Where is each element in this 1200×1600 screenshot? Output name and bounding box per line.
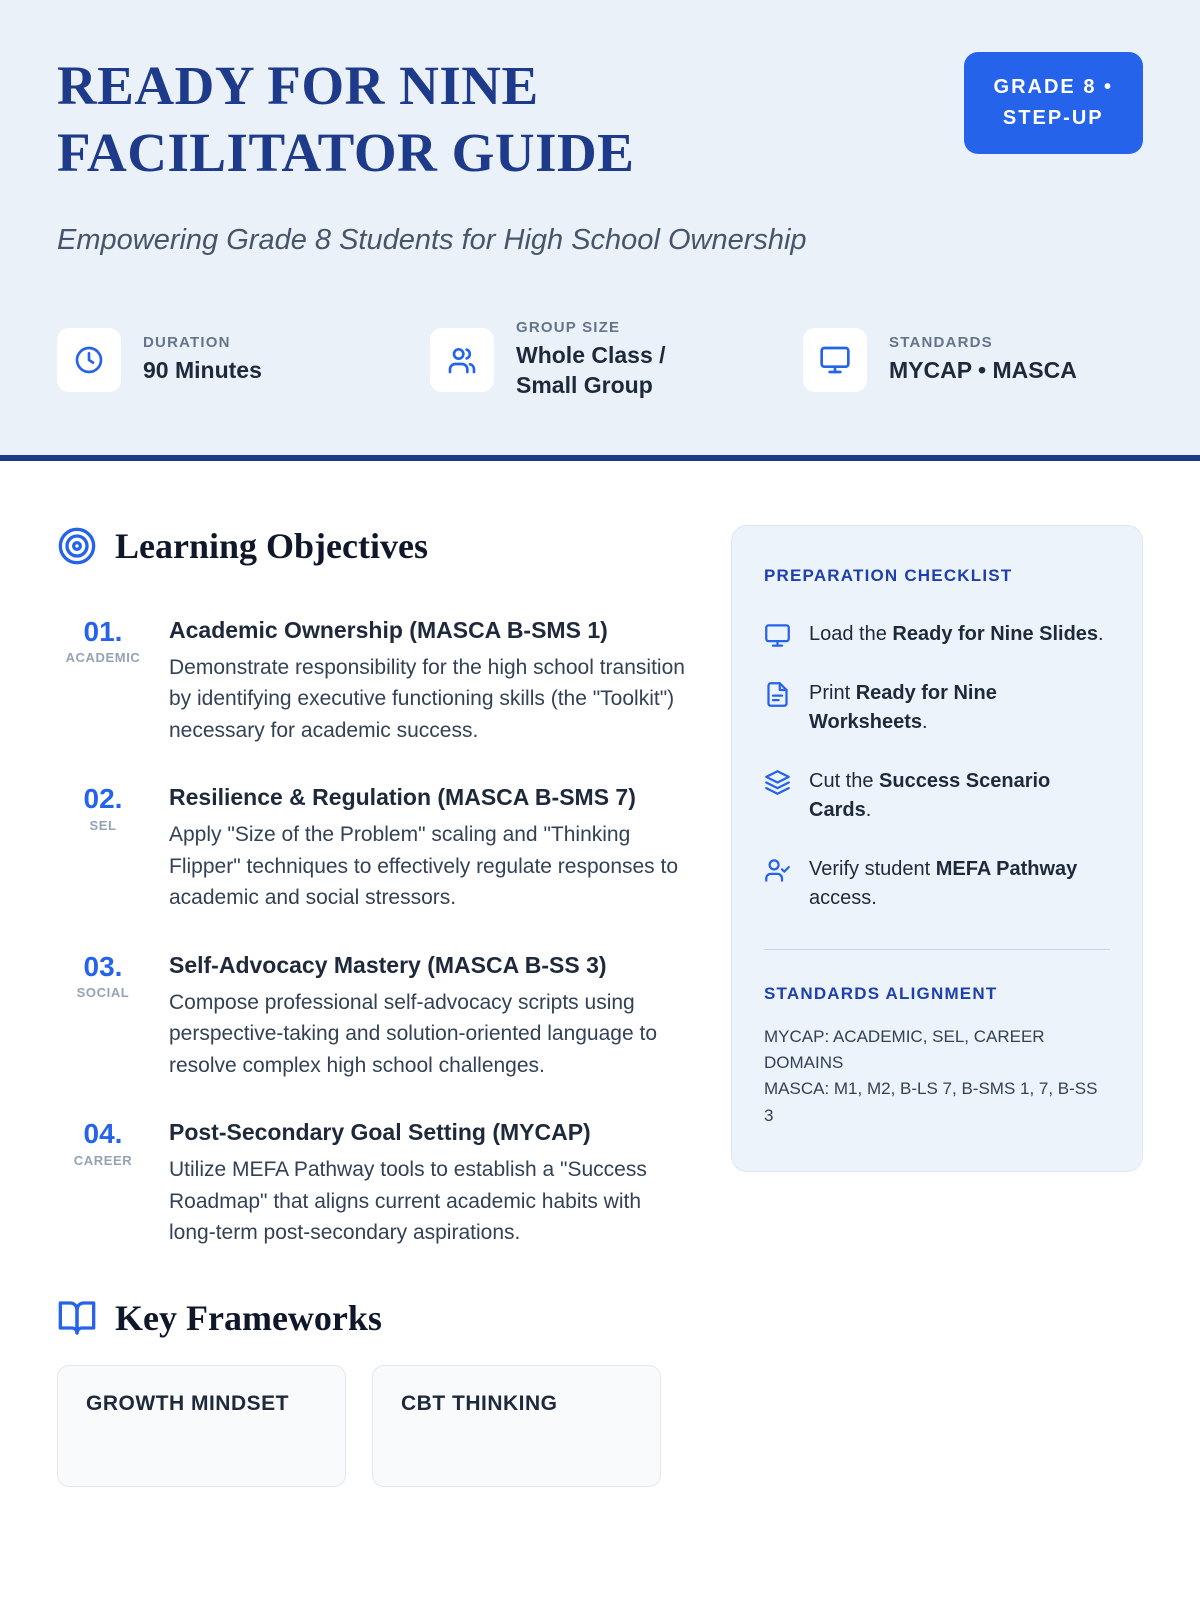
- meta-group-size: [430, 319, 803, 401]
- sidebar-divider: [764, 949, 1110, 950]
- checklist-3-suffix: .: [865, 798, 872, 821]
- users-icon: [430, 328, 494, 392]
- checklist-1-bold: Ready for Nine Slides: [892, 622, 1099, 645]
- objective-1-body: [169, 615, 693, 747]
- objective-4-category: CAREER: [73, 1153, 133, 1168]
- key-frameworks-section: [57, 1297, 693, 1487]
- checklist-item-mefa-access: [764, 855, 1110, 913]
- objective-4-number-col: [57, 1117, 149, 1249]
- objective-2-title: Resilience & Regulation (MASCA B-SMS 7): [169, 784, 636, 811]
- target-icon: [57, 526, 97, 566]
- framework-card-2-title: CBT THINKING: [401, 1391, 558, 1415]
- objective-2-body: [169, 782, 693, 914]
- objective-1-number: 01.: [83, 615, 123, 647]
- objective-3-category: SOCIAL: [76, 985, 130, 1001]
- objective-4-title: Post-Secondary Goal Setting (MYCAP): [169, 1119, 591, 1146]
- header: [0, 0, 1200, 461]
- checklist-4-bold: MEFA Pathway: [935, 857, 1078, 880]
- objective-3-title: Self-Advocacy Mastery (MASCA B-SS 3): [169, 951, 607, 978]
- objective-1-category: ACADEMIC: [65, 650, 141, 666]
- layers-icon: [764, 769, 791, 796]
- book-open-icon: [57, 1298, 97, 1338]
- checklist-item-slides-text: [809, 620, 1104, 649]
- objective-3-number-col: [57, 950, 149, 1082]
- framework-cards: [57, 1365, 693, 1487]
- checklist-3-bold: Success Scenario Cards: [809, 769, 1051, 821]
- checklist-3-prefix: Cut the: [809, 769, 880, 792]
- objective-3-description: Compose professional self-advocacy scripts using perspective-taking and solution-oriented language to resolve complex high school challenges.: [169, 990, 657, 1077]
- checklist-item-cards-text: [809, 767, 1110, 825]
- objective-2-category: SEL: [89, 817, 117, 833]
- objective-1-description: Demonstrate responsibility for the high school transition by identifying executive functioning skills (the "Toolkit") necessary for academic success.: [169, 655, 685, 742]
- meta-group-size-label: GROUP SIZE: [516, 318, 621, 336]
- main-content: [0, 461, 1200, 1600]
- page-title: [57, 52, 634, 186]
- checklist-2-bold: Ready for Nine Worksheets: [809, 681, 997, 733]
- objective-1-number-col: [57, 615, 149, 747]
- meta-group-size-value: Whole Class / Small Group: [516, 341, 666, 398]
- meta-group-size-text: [516, 319, 716, 401]
- meta-standards-label: STANDARDS: [889, 333, 993, 351]
- key-frameworks-heading: [57, 1297, 693, 1339]
- objective-4-description: Utilize MEFA Pathway tools to establish a "Success Roadmap" that aligns current academic habits with long-term post-secondary aspirations.: [169, 1158, 647, 1245]
- objective-1-title: Academic Ownership (MASCA B-SMS 1): [169, 616, 608, 643]
- page-subtitle: Empowering Grade 8 Students for High School Ownership: [57, 224, 807, 257]
- grade-badge-line1: GRADE 8 •: [993, 76, 1113, 98]
- objective-4-number: 04.: [83, 1118, 123, 1150]
- framework-card-1-title: GROWTH MINDSET: [86, 1391, 289, 1415]
- grade-badge: [964, 52, 1143, 154]
- meta-duration-text: [143, 334, 262, 386]
- learning-objectives-title: Learning Objectives: [115, 525, 428, 566]
- preparation-sidebar: [731, 525, 1143, 1172]
- objective-3-number: 03.: [83, 950, 123, 982]
- page-title-line1: READY FOR NINE: [57, 55, 539, 116]
- key-frameworks-title: Key Frameworks: [115, 1297, 382, 1338]
- grade-badge-line2: STEP-UP: [1002, 107, 1104, 129]
- objective-item-1: [57, 615, 693, 747]
- monitor-icon: [803, 328, 867, 392]
- checklist-4-prefix: Verify student: [809, 857, 936, 880]
- objectives-list: [57, 615, 693, 1249]
- meta-standards-value: MYCAP • MASCA: [889, 356, 1077, 383]
- objective-2-number-col: [57, 782, 149, 914]
- standards-alignment-heading: STANDARDS ALIGNMENT: [764, 983, 998, 1003]
- objective-item-3: [57, 950, 693, 1082]
- framework-card-cbt-thinking: [372, 1365, 661, 1487]
- objective-item-4: [57, 1117, 693, 1249]
- checklist-1-suffix: .: [1098, 622, 1104, 645]
- clock-icon: [57, 328, 121, 392]
- meta-standards: [803, 328, 1077, 392]
- checklist-4-suffix: access.: [809, 886, 877, 909]
- objective-4-body: [169, 1117, 693, 1249]
- file-text-icon: [764, 681, 791, 708]
- meta-row: [57, 319, 1143, 401]
- meta-duration: [57, 328, 430, 392]
- standards-line-masca: MASCA: M1, M2, B-LS 7, B-SMS 1, 7, B-SS 3: [764, 1079, 1098, 1125]
- checklist-1-prefix: Load the: [809, 622, 893, 645]
- preparation-checklist-heading: PREPARATION CHECKLIST: [764, 565, 1013, 585]
- meta-duration-value: 90 Minutes: [143, 356, 262, 383]
- standards-line-mycap: MYCAP: ACADEMIC, SEL, CAREER DOMAINS: [764, 1026, 1045, 1072]
- meta-standards-text: [889, 334, 1077, 386]
- objective-2-description: Apply "Size of the Problem" scaling and "Thinking Flipper" techniques to effectively regulate responses to academic and social stressors.: [169, 823, 679, 910]
- learning-objectives-heading: [57, 525, 693, 567]
- preparation-checklist: [764, 620, 1110, 913]
- standards-alignment-text: [764, 1024, 1110, 1129]
- checklist-item-worksheets: [764, 679, 1110, 737]
- objective-item-2: [57, 782, 693, 914]
- header-top: [57, 52, 1143, 186]
- left-column: [57, 525, 693, 1600]
- objective-2-number: 02.: [83, 783, 123, 815]
- checklist-item-slides: [764, 620, 1110, 649]
- checklist-item-cards: [764, 767, 1110, 825]
- checklist-2-suffix: .: [922, 710, 928, 733]
- user-check-icon: [764, 857, 791, 884]
- page-title-line2: FACILITATOR GUIDE: [57, 122, 635, 184]
- monitor-icon: [764, 622, 791, 649]
- checklist-item-mefa-access-text: [809, 855, 1110, 913]
- checklist-item-worksheets-text: [809, 679, 1110, 737]
- framework-card-growth-mindset: [57, 1365, 346, 1487]
- checklist-2-prefix: Print: [809, 681, 856, 704]
- meta-duration-label: DURATION: [143, 333, 231, 351]
- objective-3-body: [169, 950, 693, 1082]
